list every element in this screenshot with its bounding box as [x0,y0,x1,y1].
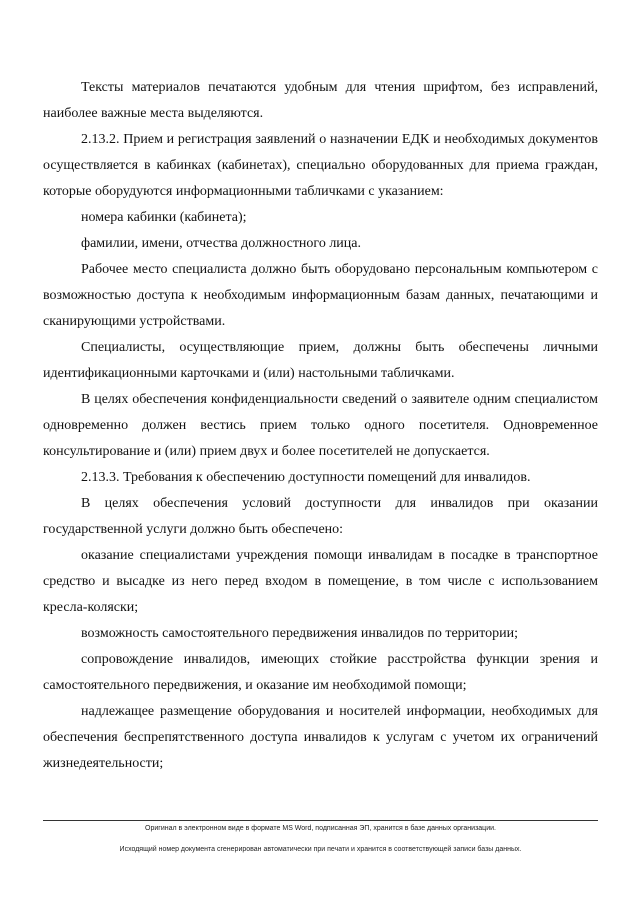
paragraph: 2.13.3. Требования к обеспечению доступности помещений для инвалидов. [81,470,531,485]
paragraph: номера кабинки (кабинета); [81,210,247,225]
paragraph: возможность самостоятельного передвижения инвалидов по территории; [81,626,518,641]
paragraph: сопровождение инвалидов, имеющих стойкие расстройства функции зрения и самостоятельного передвижения, и оказание им необходимой помощи; [43,652,598,693]
paragraph: Рабочее место специалиста должно быть оборудовано персональным компьютером с возможностью доступа к необходимым информационным базам данных, печатающими и сканирующими устройствами. [43,262,598,329]
paragraph: Специалисты, осуществляющие прием, должны быть обеспечены личными идентификационными карточками и (или) настольными табличками. [43,340,598,381]
paragraph: В целях обеспечения условий доступности для инвалидов при оказании государственной услуги должно быть обеспечено: [43,496,598,537]
paragraph: надлежащее размещение оборудования и носителей информации, необходимых для обеспечения беспрепятственного доступа инвалидов к услугам с учетом их ограничений жизнедеятельности; [43,704,598,771]
paragraph: 2.13.2. Прием и регистрация заявлений о назначении ЕДК и необходимых документов осуществляется в кабинках (кабинетах), специально оборудованных для приема граждан, которые оборудуются информационными табличками с указанием: [43,132,598,199]
paragraph: Тексты материалов печатаются удобным для чтения шрифтом, без исправлений, наиболее важные места выделяются. [43,80,598,121]
paragraph: оказание специалистами учреждения помощи инвалидам в посадке в транспортное средство и высадке из него перед входом в помещение, в том числе с использованием кресла-коляски; [43,548,598,615]
footer-note-original: Оригинал в электронном виде в формате MS Word, подписанная ЭП, хранится в базе данных организации. [145,825,496,832]
footer-divider [43,820,598,821]
paragraph: фамилии, имени, отчества должностного лица. [81,236,362,251]
footer-note-outgoing-number: Исходящий номер документа сгенерирован автоматически при печати и хранится в соответствующей записи базы данных. [119,846,522,853]
paragraph: В целях обеспечения конфиденциальности сведений о заявителе одним специалистом одновременно должен вестись прием только одного посетителя. Одновременное консультирование и (или) прием двух и более посетителей не допускается. [43,392,598,459]
document-body [43,75,598,777]
